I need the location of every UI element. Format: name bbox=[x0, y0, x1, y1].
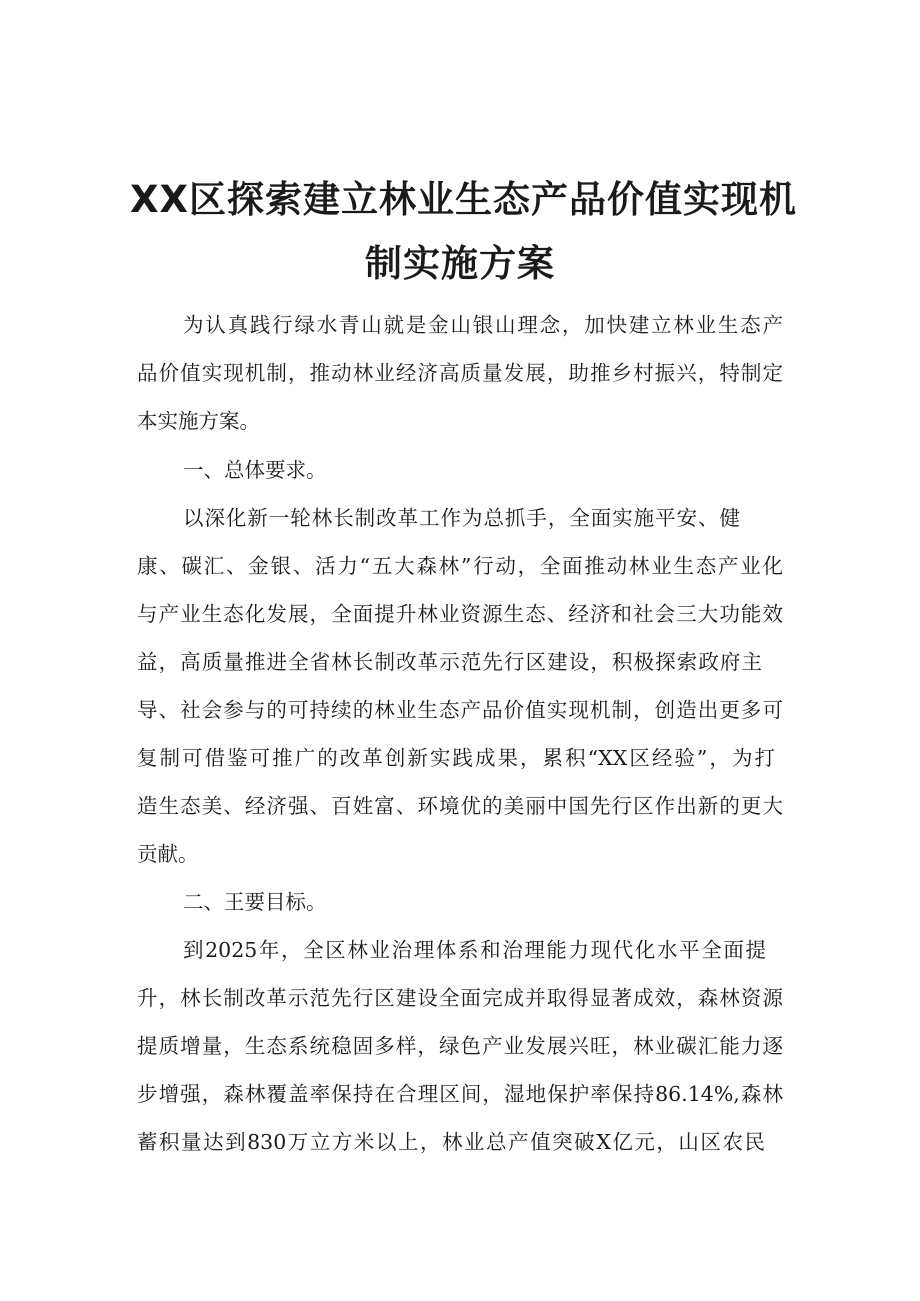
intro-paragraph-line: 为认真践行绿水青山就是金山银山理念，加快建立林业生态产 bbox=[183, 313, 783, 337]
section-heading-main-goals: 二、王要目标。 bbox=[183, 890, 327, 914]
requirements-paragraph-line: 复制可借鉴可推广的改革创新实践成果，累积“XX区经验”，为打 bbox=[137, 746, 775, 770]
requirements-paragraph-line: 与产业生态化发展，全面提升林业资源生态、经济和社会三大功能效 bbox=[137, 602, 783, 626]
goals-paragraph-line: 提质增量，生态系统稳固多样，绿色产业发展兴旺，林业碳汇能力逐 bbox=[137, 1034, 783, 1058]
intro-paragraph-line: 本实施方案。 bbox=[137, 409, 260, 433]
requirements-paragraph-line: 康、碳汇、金银、活力“五大森林”行动，全面推动林业生态产业化 bbox=[137, 554, 783, 578]
requirements-paragraph-line: 贡献。 bbox=[137, 842, 199, 866]
document-title-line-2: 制实施方案 bbox=[365, 242, 555, 285]
requirements-paragraph-line: 以深化新一轮林长制改革工作为总抓手，全面实施平安、健 bbox=[183, 506, 740, 530]
goals-paragraph-line: 升，林长制改革示范先行区建设全面完成并取得显著成效，森林资源 bbox=[137, 986, 783, 1010]
goals-paragraph-line: 步增强，森林覆盖率保持在合理区间，湿地保护率保持86.14%,森林 bbox=[137, 1082, 783, 1106]
intro-paragraph-line: 品价值实现机制，推动林业经济高质量发展，助推乡村振兴，特制定 bbox=[137, 361, 783, 385]
requirements-paragraph-line: 造生态美、经济强、百姓富、环境优的美丽中国先行区作出新的更大 bbox=[137, 794, 783, 818]
goals-paragraph-line: 蓄积量达到830万立方米以上，林业总产值突破X亿元，山区农民 bbox=[137, 1130, 765, 1154]
section-heading-general-requirements: 一、总体要求。 bbox=[183, 458, 327, 482]
goals-paragraph-line: 到2025年，全区林业治理体系和治理能力现代化水平全面提 bbox=[183, 938, 766, 962]
requirements-paragraph-line: 导、社会参与的可持续的林业生态产品价值实现机制，创造出更多可 bbox=[137, 698, 783, 722]
document-title-line-1: XX区探索建立林业生态产品价值实现机 bbox=[130, 178, 798, 221]
requirements-paragraph-line: 益，高质量推进全省林长制改革示范先行区建设，积极探索政府主 bbox=[137, 650, 762, 674]
